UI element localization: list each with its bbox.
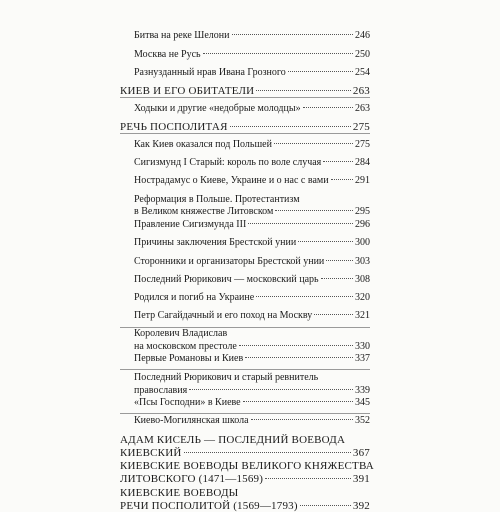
toc-entry-title: Ходыки и другие «недобрые молодцы» <box>134 102 301 114</box>
section-divider <box>120 97 370 98</box>
toc-entry <box>134 372 370 397</box>
toc-entry-title: в Великом княжестве Литовском <box>134 206 274 217</box>
toc-entry-title: Причины заключения Брестской унии <box>134 237 297 249</box>
dot-leader <box>248 223 353 224</box>
toc-page-number: 303 <box>355 255 370 267</box>
toc-entry-title: Нострадамус о Киеве, Украине и о нас с вами <box>134 175 329 187</box>
toc-page-number: 291 <box>355 175 370 187</box>
toc-entry-title: Последний Рюрикович и старый ревнитель <box>134 372 319 384</box>
dot-leader <box>265 478 351 479</box>
toc-page-number: 339 <box>355 384 370 396</box>
toc-entry-line <box>134 175 370 188</box>
toc-page-number: 320 <box>355 291 370 303</box>
toc-entry-line <box>134 237 370 250</box>
toc-page-number: 337 <box>355 353 370 365</box>
section-divider <box>120 133 370 134</box>
toc-entry <box>120 460 374 485</box>
toc-entry-title: АДАМ КИСЕЛЬ — ПОСЛЕДНИЙ ВОЕВОДА <box>120 434 346 447</box>
toc-entry-title: на московском престоле <box>134 340 237 352</box>
toc-entry-title: КИЕВСКИЙ <box>120 446 182 459</box>
toc-entry <box>134 256 370 269</box>
toc-entry-line <box>134 30 370 43</box>
section-divider <box>120 369 370 370</box>
toc-page-number: 263 <box>355 102 370 114</box>
toc-page-number: 392 <box>352 499 370 512</box>
toc-entry-title: ЛИТОВСКОГО (1471—1569) <box>120 472 264 485</box>
toc-entry <box>134 49 370 62</box>
dot-leader <box>245 357 353 358</box>
toc-entry <box>134 292 370 305</box>
dot-leader <box>239 345 353 346</box>
toc-entry-title: Разнузданный нрав Ивана Грозного <box>134 67 286 79</box>
toc-page-number: 300 <box>355 237 370 249</box>
toc-page-number: 254 <box>355 67 370 79</box>
toc-page-number: 284 <box>355 157 370 169</box>
toc-page-number: 321 <box>355 310 370 322</box>
toc-page-number: 391 <box>352 472 370 485</box>
toc-entry-title: православия <box>134 384 188 396</box>
toc-entry-line <box>134 49 370 62</box>
toc-entry-line <box>134 206 370 219</box>
toc-entry-line <box>120 460 374 473</box>
section-divider <box>120 413 370 414</box>
toc-page-number: 275 <box>355 139 370 150</box>
dot-leader <box>243 401 353 402</box>
dot-leader <box>300 505 351 506</box>
dot-leader <box>230 126 351 127</box>
dot-leader <box>275 210 353 211</box>
toc-entry <box>134 274 370 287</box>
toc-entry-line <box>134 397 370 410</box>
toc-entry <box>134 415 370 428</box>
toc-page-number: 345 <box>355 397 370 409</box>
toc-entry-title: «Псы Господни» в Киеве <box>134 397 241 409</box>
toc-entry <box>134 194 370 219</box>
dot-leader <box>303 107 353 108</box>
toc-entry-line <box>134 67 370 80</box>
dot-leader <box>314 314 353 315</box>
dot-leader <box>203 53 353 54</box>
toc-entry-line <box>120 487 370 500</box>
toc-entry <box>120 434 370 459</box>
toc-entry <box>134 237 370 250</box>
toc-entry <box>134 328 370 353</box>
toc-entry-line <box>134 385 370 398</box>
dot-leader <box>184 452 351 453</box>
toc-entry-title: КИЕВСКИЕ ВОЕВОДЫ <box>120 487 239 500</box>
toc-entry-line <box>134 328 370 341</box>
dot-leader <box>298 241 353 242</box>
dot-leader <box>256 90 351 91</box>
toc-entry <box>134 30 370 43</box>
toc-entry-line <box>120 447 370 460</box>
toc-page-number: 295 <box>355 206 370 217</box>
toc-entry-title: Как Киев оказался под Польшей <box>134 139 272 150</box>
toc-entry-line <box>134 256 370 269</box>
toc-entry-line <box>120 434 370 447</box>
toc-entry-title: Королевич Владислав <box>134 328 228 340</box>
toc-entry-title: Битва на реке Шелони <box>134 30 230 41</box>
dot-leader <box>326 260 353 261</box>
toc-entry <box>134 310 370 323</box>
toc-page-number: 308 <box>355 273 370 285</box>
toc-entry-title: Последний Рюрикович — московский царь <box>134 273 319 285</box>
toc-entry-line <box>134 274 370 287</box>
toc-page-number: 367 <box>352 446 370 459</box>
dot-leader <box>323 161 353 162</box>
dot-leader <box>189 389 353 390</box>
toc-page-number: 275 <box>352 120 370 133</box>
toc-entry <box>134 139 370 152</box>
toc-entry-line <box>134 103 370 116</box>
toc-entry <box>134 103 370 116</box>
toc-entry-line <box>134 139 370 152</box>
toc-entry-title: Первые Романовы и Киев <box>134 353 244 365</box>
dot-leader <box>274 143 353 144</box>
toc-entry-title: РЕЧЬ ПОСПОЛИТАЯ <box>120 120 228 133</box>
dot-leader <box>321 278 353 279</box>
dot-leader <box>251 419 353 420</box>
toc-entry <box>134 219 370 232</box>
dot-leader <box>288 71 353 72</box>
toc-entry-title: Родился и погиб на Украине <box>134 291 255 303</box>
dot-leader <box>256 296 353 297</box>
toc-entry-line <box>134 292 370 305</box>
toc-entry <box>134 175 370 188</box>
toc-entry <box>134 67 370 80</box>
section-divider <box>120 327 370 328</box>
toc-entry <box>120 121 370 134</box>
toc-page-number: 330 <box>355 340 370 352</box>
toc-entry-title: РЕЧИ ПОСПОЛИТОЙ (1569—1793) <box>120 499 298 512</box>
toc-entry-title: Сторонники и организаторы Брестской унии <box>134 255 325 267</box>
toc-entry-line <box>134 372 370 385</box>
dot-leader <box>232 34 354 35</box>
toc-entry-title: Правление Сигизмунда III <box>134 219 247 231</box>
toc-entry-title: Москва не Русь <box>134 49 201 61</box>
toc-page-number: 296 <box>355 219 370 231</box>
toc-entry-title: КИЕВ И ЕГО ОБИТАТЕЛИ <box>120 85 255 98</box>
toc-page-number: 263 <box>352 85 370 98</box>
dot-leader <box>331 179 353 180</box>
toc-entry-line <box>134 353 370 366</box>
toc-entry-line <box>120 500 370 512</box>
toc-page-number: 352 <box>355 415 370 427</box>
toc-entry <box>134 353 370 366</box>
toc-entry-title: Петр Сагайдачный и его поход на Москву <box>134 310 313 322</box>
toc-page-number: 250 <box>355 49 370 61</box>
toc-page-number: 246 <box>355 30 370 41</box>
toc-entry <box>134 157 370 170</box>
toc-entry-title: Реформация в Польше. Протестантизм <box>134 193 300 205</box>
toc-entry-line <box>134 157 370 170</box>
toc-entry-line <box>120 473 370 486</box>
toc-entry-line <box>134 310 370 323</box>
toc-entry-title: Сигизмунд I Старый: король по воле случая <box>134 157 322 169</box>
toc-entry-title: Киево-Могилянская школа <box>134 415 249 427</box>
toc-entry <box>134 397 370 410</box>
toc-entry-line <box>134 415 370 428</box>
toc-entry-line <box>134 219 370 232</box>
toc-entry-line <box>134 194 370 207</box>
toc-entry-line <box>120 121 370 134</box>
toc-entry-line <box>134 341 370 354</box>
toc-entry-title: КИЕВСКИЕ ВОЕВОДЫ ВЕЛИКОГО КНЯЖЕСТВА <box>120 460 374 473</box>
